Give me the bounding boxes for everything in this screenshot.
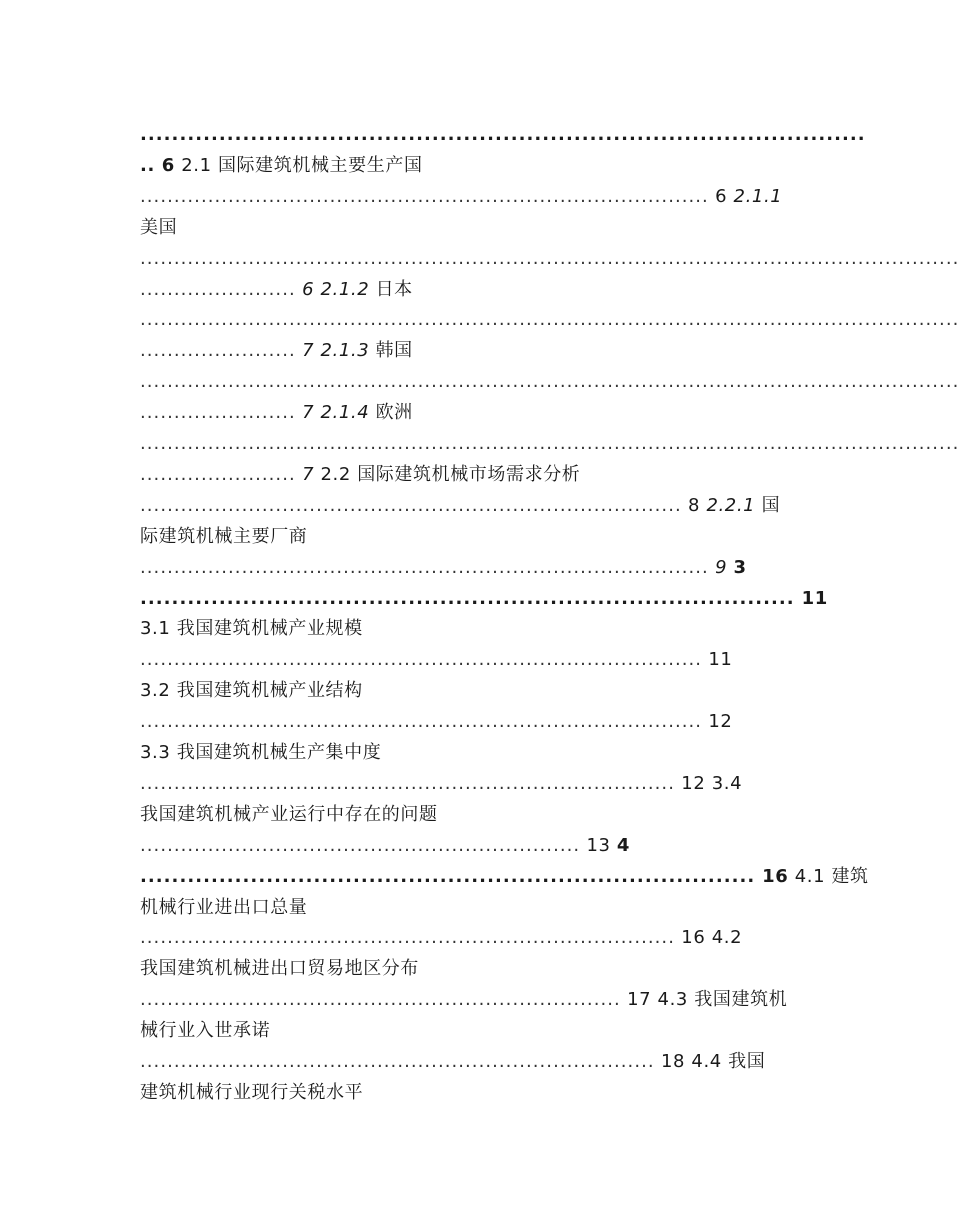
toc-line (140, 864, 869, 890)
toc-line (140, 369, 959, 395)
toc-line (140, 771, 812, 797)
toc-text: 3.2 我国建筑机械产业结构 (140, 680, 363, 702)
leader-dots: ......................................................................................................................... (140, 247, 959, 269)
toc-text: 3.1 我国建筑机械产业规模 (140, 618, 363, 640)
toc-text: .. 6 (140, 154, 175, 176)
toc-line (140, 555, 812, 581)
leader-dots: ....................... (140, 340, 296, 362)
toc-text: 日本 (375, 278, 413, 300)
toc-line (140, 833, 812, 859)
toc-line (140, 740, 812, 766)
toc-text: 2.2 国际建筑机械市场需求分析 (320, 463, 581, 485)
toc-text: 建筑机械行业现行关税水平 (140, 1081, 364, 1103)
toc-line (140, 462, 812, 488)
toc-text: 18 4.4 我国 (654, 1051, 766, 1072)
leader-dots: .................................................................................... (140, 556, 709, 578)
toc-line (140, 493, 812, 519)
toc-line (140, 987, 812, 1013)
toc-text: 11 (702, 649, 733, 671)
toc-text: 韩国 (375, 340, 413, 362)
leader-dots: ....................................................................... (140, 989, 621, 1011)
toc-text: 7 2.1.3 (295, 340, 376, 362)
toc-text: 际建筑机械主要厂商 (140, 525, 308, 547)
toc-text: 械行业入世承诺 (140, 1020, 271, 1042)
toc-line (140, 678, 812, 704)
leader-dots: ......................................................................................................................... (140, 309, 959, 331)
toc-line (140, 925, 812, 951)
leader-dots: .................................................................................... (140, 185, 709, 207)
toc-line (140, 400, 812, 426)
toc-text: 8 (681, 494, 707, 516)
toc-text: 12 3.4 (674, 772, 743, 794)
toc-line (140, 956, 812, 982)
toc-line (140, 307, 959, 333)
toc-line (140, 1049, 812, 1075)
toc-line (140, 184, 812, 210)
toc-text: 美国 (140, 216, 178, 238)
toc-text: 7 2.1.4 (295, 402, 376, 424)
toc-text: 3 (733, 556, 747, 578)
leader-dots: ....................... (140, 402, 296, 424)
leader-dots: ....................... (140, 278, 296, 300)
leader-dots: ......................................................................................................................... (140, 433, 959, 454)
toc-line (140, 709, 812, 735)
toc-text: 9 (708, 556, 734, 578)
toc-line (140, 802, 812, 828)
toc-text: 13 (580, 834, 617, 856)
toc-line (140, 215, 812, 241)
leader-dots: ................................................................................ (140, 494, 682, 516)
toc-line (140, 647, 812, 673)
leader-dots: .............................................................................. (140, 865, 756, 887)
toc-text: 2.2.1 (706, 494, 756, 516)
toc-text: 16 4.2 (674, 927, 743, 949)
leader-dots: ................................................................................... (140, 587, 795, 609)
toc-line (140, 895, 812, 921)
toc-text: 6 2.1.2 (295, 278, 376, 300)
leader-dots: ................................................................................... (140, 649, 703, 671)
leader-dots: ......................................................................................................................... (140, 371, 959, 393)
toc-text: 3.3 我国建筑机械生产集中度 (140, 742, 382, 763)
leader-dots: ................................................................................... (140, 711, 703, 733)
toc-text: 2.1.1 (733, 185, 783, 207)
toc-line (140, 1080, 812, 1106)
toc-text: 我国建筑机械进出口贸易地区分布 (140, 958, 419, 980)
toc-text: 2.1 国际建筑机械主要生产国 (174, 154, 423, 176)
toc-line (140, 277, 812, 303)
toc-line (140, 338, 812, 364)
toc-text: 机械行业进出口总量 (140, 896, 308, 918)
toc-line (140, 1018, 812, 1044)
toc-line (140, 524, 812, 550)
toc-text: 7 (295, 463, 321, 485)
leader-dots: ....................... (140, 463, 296, 485)
leader-dots: ............................................................................................ (140, 124, 866, 145)
toc-text: 4.1 建筑 (788, 865, 869, 887)
toc-text: 11 (794, 587, 828, 609)
leader-dots: ................................................................. (140, 834, 581, 856)
toc-line (140, 246, 959, 272)
toc-text: 17 4.3 我国建筑机 (620, 989, 788, 1011)
toc-line (140, 431, 959, 457)
toc-text: 6 (708, 185, 734, 207)
leader-dots: ............................................................................... (140, 927, 675, 949)
toc-text: 国 (755, 494, 781, 516)
leader-dots: ............................................................................... (140, 772, 675, 794)
toc-text: 我国建筑机械产业运行中存在的问题 (140, 803, 438, 825)
leader-dots: ............................................................................ (140, 1051, 655, 1072)
toc-text: 4 (616, 834, 631, 856)
toc-line (140, 153, 812, 179)
toc-line (140, 616, 812, 642)
toc-line (140, 122, 866, 148)
toc-text: 欧洲 (375, 402, 413, 424)
toc-line (140, 586, 828, 612)
toc-text: 16 (755, 865, 789, 887)
toc-text: 12 (702, 711, 733, 733)
